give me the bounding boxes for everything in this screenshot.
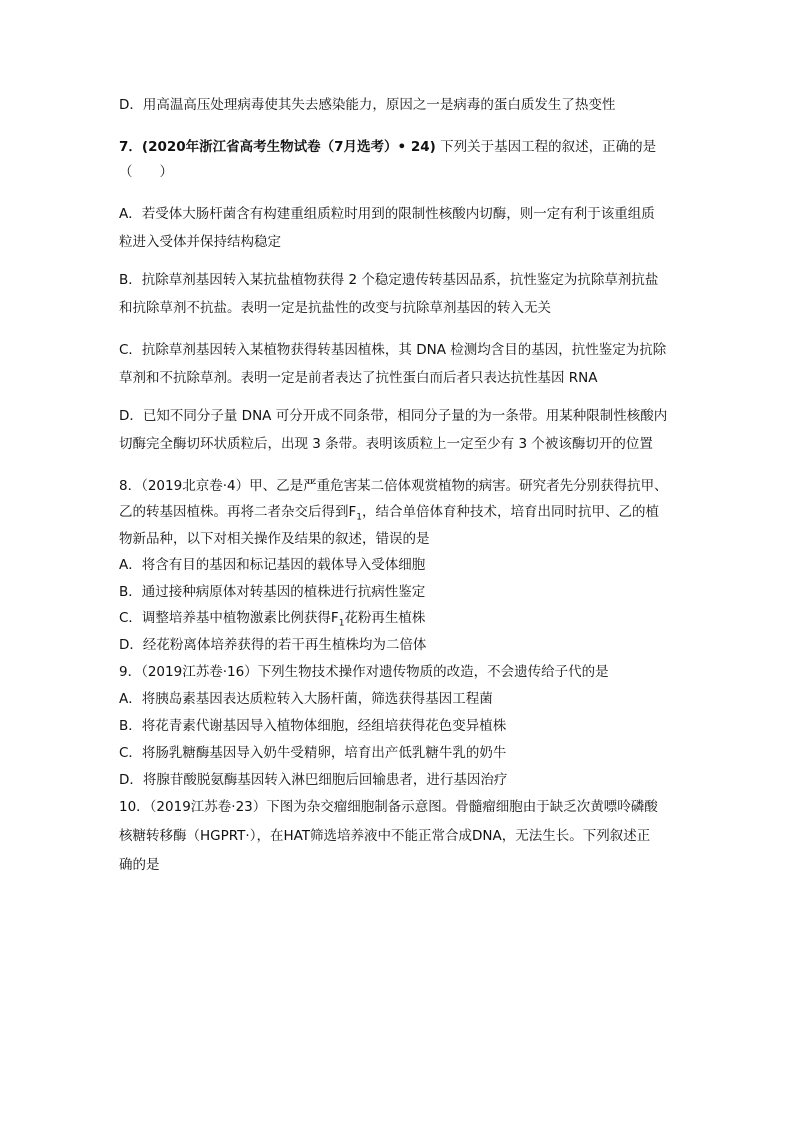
q7-stem	[119, 137, 656, 157]
q7-stem-text: 下列关于基因工程的叙述，正确的是	[435, 139, 657, 155]
q9-option-a: A．将胰岛素基因表达质粒转入大肠杆菌，筛选获得基因工程菌	[119, 691, 493, 707]
q8-option-d: D．经花粉离体培养获得的若干再生植株均为二倍体	[119, 637, 427, 653]
q7-number: 7．	[119, 139, 142, 155]
q7-source: (2020年浙江省高考生物试卷（7月选考）• 24)	[141, 139, 436, 155]
q8-option-a: A．将含有目的基因和标记基因的载体导入受体细胞	[119, 557, 426, 573]
q7-option-b-line2: 和抗除草剂不抗盐。表明一定是抗盐性的改变与抗除草剂基因的转入无关	[119, 300, 551, 316]
q10-stem-line3: 确的是	[119, 857, 160, 873]
q7-option-a-line1: A．若受体大肠杆菌含有构建重组质粒时用到的限制性核酸内切酶，则一定有利于该重组质	[119, 206, 655, 222]
q8-option-c	[119, 608, 425, 634]
q8-option-c-b: 花粉再生植株	[344, 610, 426, 626]
q7-option-b-line1: B．抗除草剂基因转入某抗盐植物获得 2 个稳定遗传转基因品系，抗性鉴定为抗除草剂抗盐	[119, 272, 659, 288]
q7-option-d-line1: D．已知不同分子量 DNA 可分开成不同条带，相同分子量的为一条带。用某种限制性核酸内	[119, 408, 668, 424]
q8-stem-subscript: 1	[356, 512, 362, 523]
q9-option-c: C．将肠乳糖酶基因导入奶牛受精卵，培育出产低乳糖牛乳的奶牛	[119, 745, 507, 761]
q7-answer-blank: （ ）	[119, 164, 173, 180]
q9-option-d: D．将腺苷酸脱氨酶基因转入淋巴细胞后回输患者，进行基因治疗	[119, 772, 508, 788]
q7-option-d-line2: 切酶完全酶切环状质粒后，出现 3 条带。表明该质粒上一定至少有 3 个被该酶切开的位置	[119, 436, 653, 452]
q8-option-b: B．通过接种病原体对转基因的植株进行抗病性鉴定	[119, 584, 426, 600]
q9-option-b: B．将花青素代谢基因导入植物体细胞，经组培获得花色变异植株	[119, 718, 507, 734]
q8-stem-line1: 8．（2019北京卷·4）甲、乙是严重危害某二倍体观赏植物的病害。研究者先分别获得抗甲、	[119, 478, 668, 494]
q10-stem-line1: 10．（2019江苏卷·23）下图为杂交瘤细胞制备示意图。骨髓瘤细胞由于缺乏次黄嘌呤磷酸	[119, 799, 658, 815]
q8-stem-line2	[119, 502, 659, 528]
q8-stem-line2-b: ，结合单倍体育种技术，培育出同时抗甲、乙的植	[362, 504, 659, 520]
q7-option-c-line1: C．抗除草剂基因转入某植物获得转基因植株，其 DNA 检测均含目的基因，抗性鉴定为抗除	[119, 342, 667, 358]
q7-option-c-line2: 草剂和不抗除草剂。表明一定是前者表达了抗性蛋白而后者只表达抗性基因 RNA	[119, 370, 598, 386]
q8-stem-line2-a: 乙的转基因植株。再将二者杂交后得到F	[119, 504, 357, 520]
q7-option-a-line2: 粒进入受体并保持结构稳定	[119, 234, 281, 250]
q6-option-d: D．用高温高压处理病毒使其失去感染能力，原因之一是病毒的蛋白质发生了热变性	[119, 97, 616, 113]
q8-option-c-subscript: 1	[338, 618, 345, 629]
q8-stem-line3: 物新品种，以下对相关操作及结果的叙述，错误的是	[119, 531, 430, 547]
q8-option-c-a: C．调整培养基中植物激素比例获得F	[119, 610, 339, 626]
q10-stem-line2: 核糖转移酶（HGPRT·），在HAT筛选培养液中不能正常合成DNA，无法生长。下列叙述正	[119, 828, 651, 844]
q9-stem: 9．（2019江苏卷·16）下列生物技术操作对遗传物质的改造，不会遗传给子代的是	[119, 664, 609, 680]
